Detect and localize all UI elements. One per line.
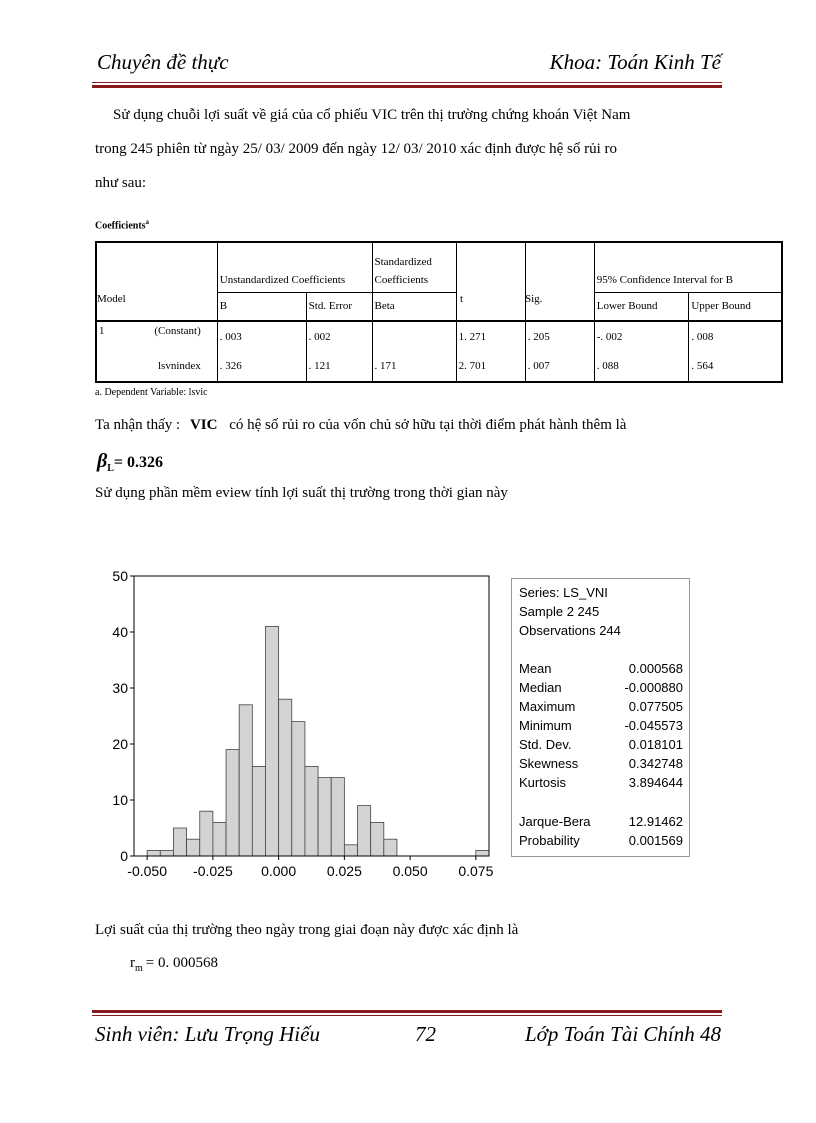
- market-return-line: Lợi suất của thị trường theo ngày trong giai đoạn này được xác định là: [95, 922, 519, 938]
- cell-upper: . 008: [689, 321, 782, 351]
- header-rule-thick: [92, 85, 722, 88]
- coefficients-table: [95, 241, 783, 383]
- footer-rule-thin: [92, 1015, 722, 1016]
- cell-b: . 326: [217, 351, 306, 382]
- footer-class: Lớp Toán Tài Chính 48: [525, 1022, 721, 1046]
- col-b: B: [217, 292, 306, 320]
- stats-row: Minimum -0.045573: [519, 718, 683, 733]
- histogram-bar: [147, 850, 160, 856]
- row-name: lsvnindex: [96, 351, 217, 382]
- intro-line-2: trong 245 phiên từ ngày 25/ 03/ 2009 đến ngày 12/ 03/ 2010 xác định được hệ số rủi ro: [95, 141, 618, 157]
- header-right: Khoa: Toán Kinh Tế: [549, 50, 721, 74]
- footer-student: Sinh viên: Lưu Trọng Hiếu: [95, 1022, 320, 1046]
- histogram-bar: [476, 850, 489, 856]
- cell-sig: . 007: [525, 351, 594, 382]
- histogram-chart: [100, 563, 500, 888]
- table-row: [96, 321, 782, 351]
- col-upper-bound: Upper Bound: [689, 292, 782, 320]
- histogram-bar: [213, 822, 226, 856]
- cell-lower: -. 002: [594, 321, 689, 351]
- header-standardized: Standardized: [372, 242, 456, 268]
- histogram-bar: [187, 839, 200, 856]
- cell-b: . 003: [217, 321, 306, 351]
- stats-row: Kurtosis 3.894644: [519, 775, 683, 790]
- stats-observations: Observations 244: [519, 623, 621, 638]
- y-tick-label: 40: [112, 624, 128, 640]
- intro-line-1: Sử dụng chuỗi lợi suất về giá của cổ phiếu VIC trên thị trường chứng khoán Việt Nam: [113, 107, 631, 123]
- beta-formula: $\beta_L= 0.326$: [97, 450, 164, 475]
- header-rule-thin: [92, 82, 722, 83]
- histogram-bar: [371, 822, 384, 856]
- histogram-bar: [292, 722, 305, 856]
- col-beta: Beta: [372, 292, 456, 320]
- cell-upper: . 564: [689, 351, 782, 382]
- histogram-bar: [265, 626, 278, 856]
- intro-line-3: như sau:: [95, 175, 147, 191]
- cell-se: . 121: [306, 351, 372, 382]
- histogram-bar: [331, 778, 344, 856]
- histogram-bar: [384, 839, 397, 856]
- histogram-bar: [358, 806, 371, 856]
- x-tick-label: -0.025: [193, 863, 233, 879]
- stats-series: Series: LS_VNI: [519, 585, 608, 600]
- stats-row: Std. Dev. 0.018101: [519, 737, 683, 752]
- histogram-bar: [239, 705, 252, 856]
- histogram-bar: [318, 778, 331, 856]
- stats-row: Probability 0.001569: [519, 833, 683, 848]
- header-coefficients: Coefficients: [372, 268, 456, 292]
- observation-line: Ta nhận thấy : VIC có hệ số rủi ro của vốn chủ sở hữu tại thời điểm phát hành thêm là: [95, 417, 627, 433]
- row-model: 1: [99, 325, 105, 337]
- y-tick-label: 20: [112, 736, 128, 752]
- footer-page-number: 72: [415, 1022, 436, 1046]
- cell-sig: . 205: [525, 321, 594, 351]
- rm-formula: $r_m = 0$. 000568: [130, 955, 218, 974]
- eview-line: Sử dụng phần mềm eview tính lợi suất thị trường trong thời gian này: [95, 485, 508, 501]
- histogram-bar: [305, 766, 318, 856]
- footer-rule-thick: [92, 1010, 722, 1013]
- stats-row: Maximum 0.077505: [519, 699, 683, 714]
- x-tick-label: 0.075: [458, 863, 494, 879]
- histogram-bar: [252, 766, 265, 856]
- header-confidence-interval: 95% Confidence Interval for B: [594, 268, 782, 292]
- col-std-error: Std. Error: [306, 292, 372, 320]
- cell-lower: . 088: [594, 351, 689, 382]
- header-unstandardized: Unstandardized Coefficients: [217, 268, 372, 292]
- row-name: (Constant): [154, 325, 201, 337]
- col-sig: Sig.: [525, 293, 543, 305]
- histogram-bar: [200, 811, 213, 856]
- histogram-bar: [160, 850, 173, 856]
- table-row: [96, 351, 782, 382]
- stats-sample: Sample 2 245: [519, 604, 600, 619]
- stats-row: Jarque-Bera 12.91462: [519, 814, 683, 829]
- stats-row: Skewness 0.342748: [519, 756, 683, 771]
- cell-se: . 002: [306, 321, 372, 351]
- col-t: t: [460, 293, 464, 305]
- col-lower-bound: Lower Bound: [594, 292, 689, 320]
- col-model: Model: [97, 293, 126, 305]
- cell-t: 2. 701: [456, 351, 525, 382]
- y-tick-label: 30: [112, 680, 128, 696]
- cell-beta: [372, 321, 456, 351]
- header-left: Chuyên đề thực: [97, 50, 229, 74]
- stats-row: Mean 0.000568: [519, 661, 683, 676]
- y-tick-label: 10: [112, 792, 128, 808]
- x-tick-label: 0.025: [326, 863, 362, 879]
- histogram-bar: [173, 828, 186, 856]
- statistics-box: [511, 578, 690, 857]
- cell-t: 1. 271: [456, 321, 525, 351]
- x-tick-label: -0.050: [127, 863, 167, 879]
- cell-beta: . 171: [372, 351, 456, 382]
- x-tick-label: 0.050: [392, 863, 428, 879]
- histogram-bar: [226, 750, 239, 856]
- x-tick-label: 0.000: [261, 863, 297, 879]
- table-title: Coefficients$^a$: [95, 218, 150, 232]
- table-footnote: a. Dependent Variable: lsvic: [95, 387, 208, 398]
- stats-row: Median -0.000880: [519, 680, 683, 695]
- y-tick-label: 50: [112, 568, 128, 584]
- y-tick-label: 0: [120, 848, 128, 864]
- histogram-bar: [344, 845, 357, 856]
- histogram-bar: [279, 699, 292, 856]
